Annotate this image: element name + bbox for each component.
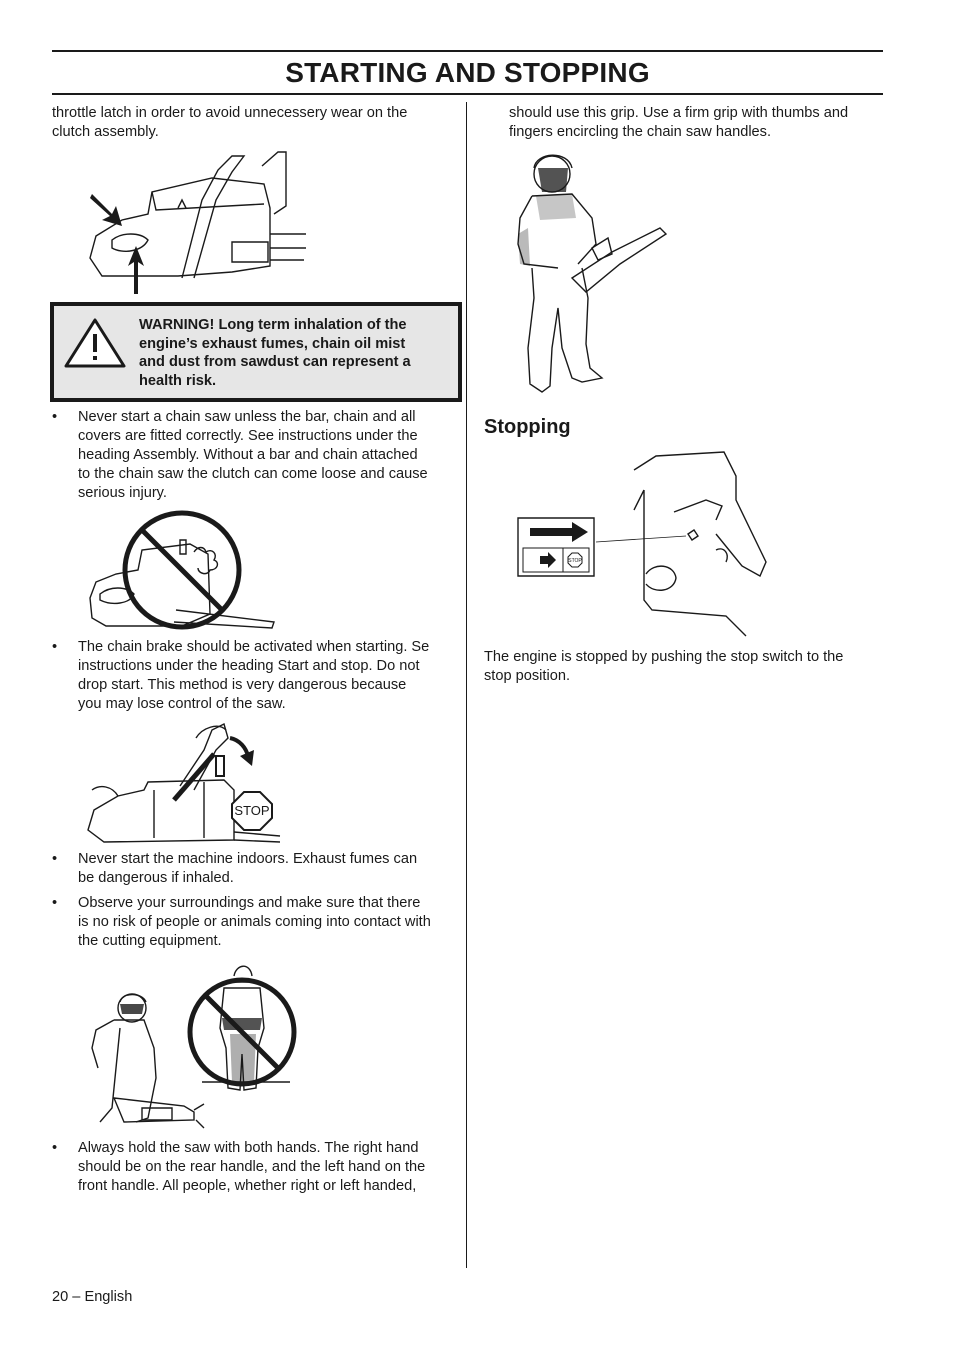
text-line: serious injury. xyxy=(78,485,167,501)
text-line: The chain brake should be activated when starting. Se xyxy=(78,639,430,655)
right-intro-text xyxy=(509,104,887,142)
warning-line: and dust from sawdust can represent a xyxy=(139,354,411,370)
left-intro-text xyxy=(52,104,452,142)
no-start-without-bar-illustration xyxy=(86,510,278,634)
text-line: the cutting equipment. xyxy=(78,933,222,949)
warning-line: health risk. xyxy=(139,372,217,389)
text-line: instructions under the heading Start and stop. Do not xyxy=(78,658,420,674)
stop-switch-illustration xyxy=(516,450,774,644)
bullet-marker: • xyxy=(52,409,58,425)
text-line: drop start. This method is very dangerous because xyxy=(78,677,407,693)
text-line: front handle. All people, whether right or left handed, xyxy=(78,1178,417,1194)
stopping-heading: Stopping xyxy=(484,416,571,438)
stop-switch-label: STOP xyxy=(568,558,582,564)
warning-box xyxy=(50,302,462,402)
text-line: throttle latch in order to avoid unnecessery wear on the xyxy=(52,105,408,121)
warning-line: WARNING! Long term inhalation of the xyxy=(139,317,407,333)
page-title: STARTING AND STOPPING xyxy=(285,57,650,88)
text-line: Always hold the saw with both hands. The right hand xyxy=(78,1140,419,1156)
operator-grip-illustration xyxy=(512,148,672,406)
text-line: Never start a chain saw unless the bar, chain and all xyxy=(78,409,416,425)
bullet-marker: • xyxy=(52,639,58,655)
text-line: heading Assembly. Without a bar and chain attached xyxy=(78,447,418,463)
warning-text xyxy=(139,316,451,390)
bullet-marker: • xyxy=(52,1140,58,1156)
bullet-marker: • xyxy=(52,851,58,867)
text-line: Observe your surroundings and make sure that there xyxy=(78,895,421,911)
text-line: should use this grip. Use a firm grip with thumbs and xyxy=(509,105,849,121)
text-line: clutch assembly. xyxy=(52,124,159,140)
text-line: The engine is stopped by pushing the stop switch to the xyxy=(484,649,844,665)
surroundings-illustration xyxy=(84,958,296,1134)
text-line: is no risk of people or animals coming into contact with xyxy=(78,914,431,930)
chainsaw-throttle-latch-illustration xyxy=(82,148,312,296)
title-underline xyxy=(52,93,883,95)
text-line: should be on the rear handle, and the left hand on the xyxy=(78,1159,426,1175)
page-footer: 20 – English xyxy=(52,1289,133,1305)
text-line: be dangerous if inhaled. xyxy=(78,870,234,886)
text-line: Never start the machine indoors. Exhaust fumes can xyxy=(78,851,418,867)
warning-triangle-icon xyxy=(64,318,126,368)
bullet-marker: • xyxy=(52,895,58,911)
warning-line: engine’s exhaust fumes, chain oil mist xyxy=(139,335,406,352)
text-line: you may lose control of the saw. xyxy=(78,696,286,712)
column-divider xyxy=(466,102,467,1268)
stop-sign-label: STOP xyxy=(234,803,270,818)
text-line: fingers encircling the chain saw handles. xyxy=(509,124,772,140)
chain-brake-start-illustration xyxy=(84,720,282,844)
text-line: to the chain saw the clutch can come loose and cause xyxy=(78,466,428,482)
top-rule xyxy=(52,50,883,52)
stopping-text xyxy=(484,648,884,686)
text-line: stop position. xyxy=(484,668,570,684)
text-line: covers are fitted correctly. See instructions under the xyxy=(78,428,418,444)
